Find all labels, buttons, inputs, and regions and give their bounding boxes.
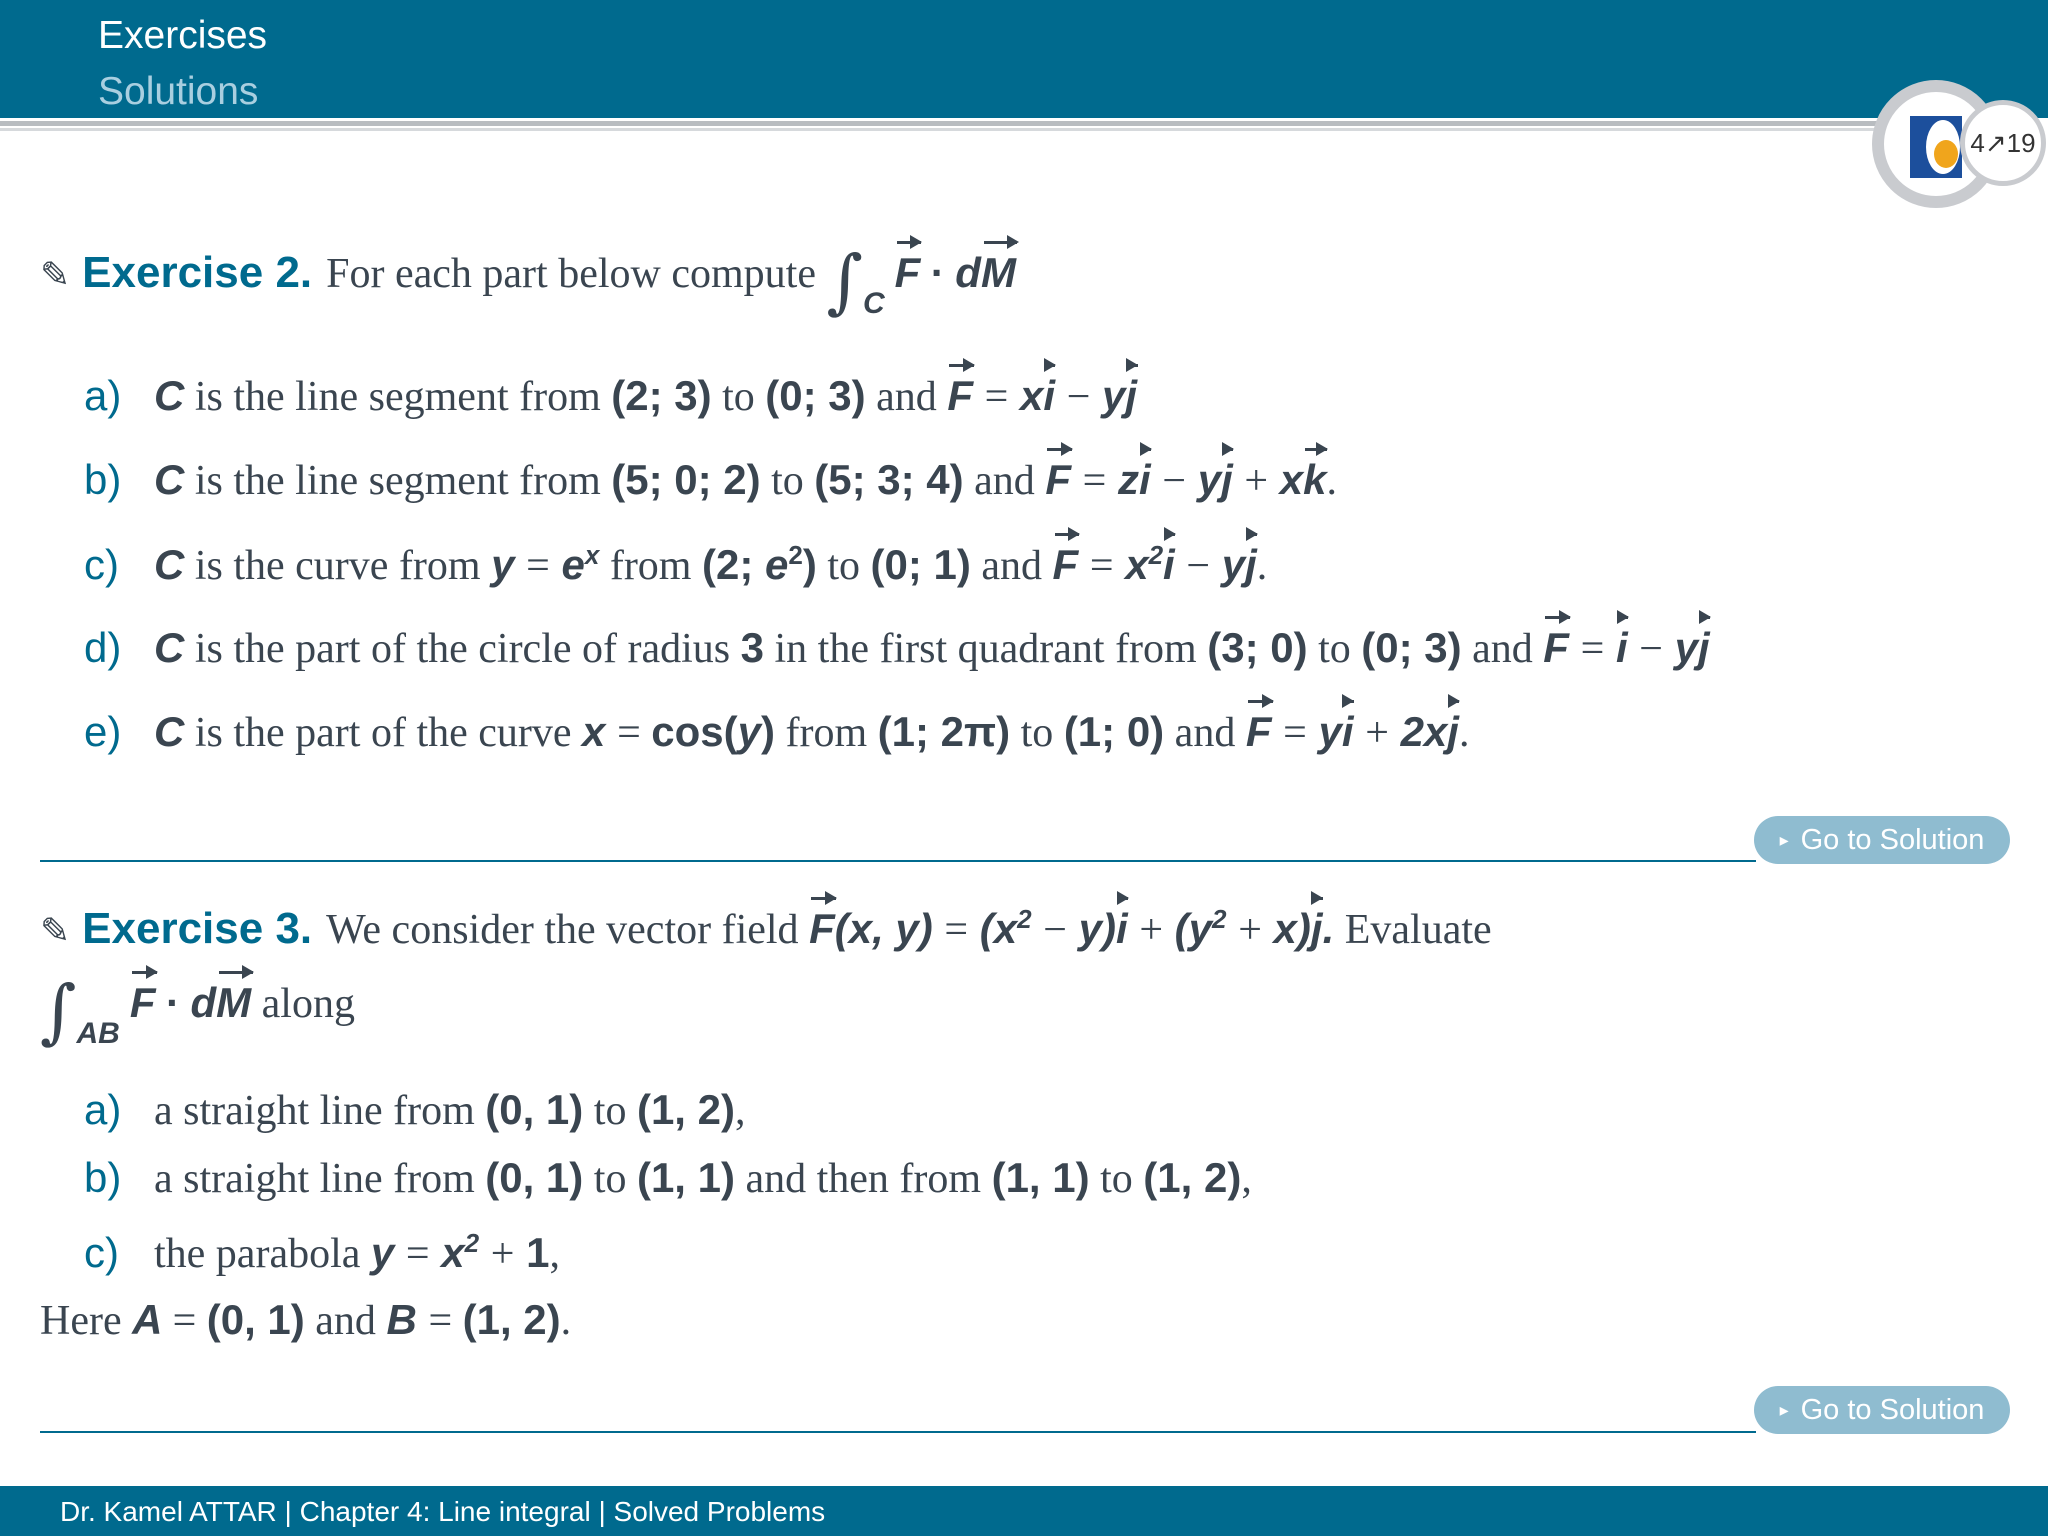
exercise3-part-c: c) the parabola $y = x^2 + 1$,	[84, 1228, 561, 1277]
exercise3-part-a: a) a straight line from (0, 1) to (1, 2),	[84, 1086, 746, 1134]
page-counter[interactable]: 4↗19	[1970, 128, 2036, 158]
part-label: b)	[84, 456, 122, 503]
exercise2-part-c: c) C is the curve from $y = e^x$ from (2; $e^2$) to (0; 1) and $F = x^2i$ − yj.	[84, 540, 1268, 589]
exercise3-intro: We consider the vector field	[326, 907, 799, 953]
footer-bar	[0, 1486, 2048, 1536]
exercise2-heading: ✎ Exercise 2. For each part below compute $\int_CF$ · dM	[40, 240, 1016, 322]
exercise3-heading: ✎ Exercise 3. We consider the vector field F(x, $y) = (x^2 - y)i + (y^2 + x)j$. Evaluate	[40, 904, 1492, 953]
exercise2-part-d: d) C is the part of the circle of radius 3 in the first quadrant from (3; 0) to (0; 3) and F = i − yj	[84, 624, 1710, 672]
part-label: d)	[84, 624, 122, 671]
exercise3-note: Here A = (0, 1) and B = (1, 2).	[40, 1296, 572, 1344]
exercise2-part-e: e) C is the part of the curve x = cos(y) from (1; 2π) to (1; 0) and F = yi + 2xj.	[84, 708, 1470, 756]
part-label: b)	[84, 1154, 122, 1201]
logo-badge	[1872, 78, 2048, 224]
exercise3-part-b: b) a straight line from (0, 1) to (1, 1) and then from (1, 1) to (1, 2),	[84, 1154, 1252, 1202]
exercise2-separator	[40, 860, 1756, 862]
exercise2-intro: For each part below compute	[326, 251, 816, 297]
part-label: c)	[84, 541, 119, 588]
part-label: a)	[84, 1086, 122, 1133]
part-label: e)	[84, 708, 122, 755]
exercise3-separator	[40, 1431, 1756, 1433]
university-logo-icon	[1910, 116, 1962, 178]
part-label: c)	[84, 1229, 119, 1276]
exercise2-part-a: a) C is the line segment from (2; 3) to (0; 3) and F = xi − yj	[84, 372, 1138, 420]
exercise2-go-to-solution-button[interactable]: ▸ Go to Solution	[1754, 816, 2010, 864]
exercise2-part-b: b) C is the line segment from (5; 0; 2) to (5; 3; 4) and F = zi − yj + xk.	[84, 456, 1337, 504]
part-label: a)	[84, 372, 122, 419]
pencil-icon: ✎	[40, 911, 71, 952]
play-triangle-icon: ▸	[1779, 1399, 1789, 1420]
exercise2-title: Exercise 2.	[82, 248, 313, 297]
section-title[interactable]: Exercises	[98, 14, 268, 57]
exercise3-title: Exercise 3.	[82, 904, 313, 953]
pencil-icon: ✎	[40, 255, 71, 296]
header-bar	[0, 0, 2048, 118]
header-rule	[0, 121, 1890, 126]
play-triangle-icon: ▸	[1779, 829, 1789, 850]
exercise3-go-to-solution-button[interactable]: ▸ Go to Solution	[1754, 1386, 2010, 1434]
header-rule-light	[0, 128, 1890, 131]
subsection-title[interactable]: Solutions	[98, 70, 259, 113]
exercise3-integral: $\int_{AB}F$ · dM along	[40, 970, 355, 1052]
footer-text: Dr. Kamel ATTAR | Chapter 4: Line integral | Solved Problems	[60, 1496, 826, 1527]
